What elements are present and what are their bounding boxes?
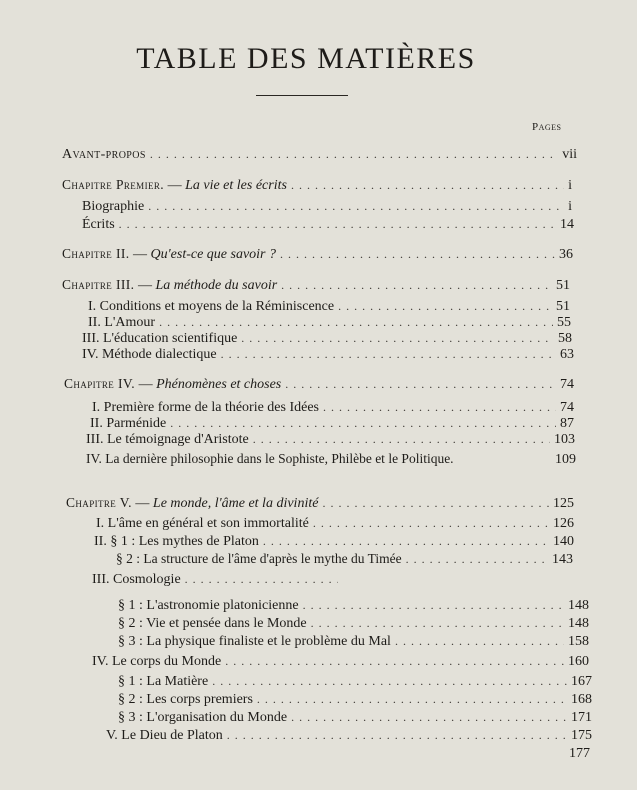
toc-page-number: 175: [571, 728, 592, 743]
toc-chapter-5: [66, 494, 574, 512]
toc-entry: [92, 652, 589, 670]
toc-entry-ecrits: [82, 215, 574, 233]
toc-entry-text: IV. Méthode dialectique: [82, 347, 217, 362]
chapter-label: Chapitre V.: [66, 495, 132, 510]
toc-entry: [106, 726, 592, 744]
toc-entry: [92, 570, 342, 588]
toc-entry: [118, 690, 592, 708]
toc-entry-text: § 2 : La structure de l'âme d'après le mythe du Timée: [116, 551, 402, 566]
chapter-dash: —: [131, 496, 153, 511]
toc-entry-text: II. Parménide: [90, 416, 167, 431]
toc-entry: [118, 708, 592, 726]
chapter-dash: —: [134, 278, 156, 293]
toc-page-number: i: [568, 178, 572, 193]
leader-dots: [291, 708, 567, 726]
toc-page-number: 51: [556, 278, 570, 293]
toc-entry: [116, 550, 573, 568]
toc-entry: [86, 430, 575, 448]
toc-entry-text: III. Le témoignage d'Aristote: [86, 432, 249, 447]
leader-dots: [257, 690, 567, 708]
toc-entry-text: Biographie: [82, 199, 145, 214]
leader-dots: [303, 596, 564, 614]
toc-entry-text: I. L'âme en général et son immortalité: [96, 516, 309, 531]
toc-entry: [96, 514, 574, 532]
leader-dots: [291, 176, 564, 194]
toc-page-number: 125: [553, 496, 574, 511]
toc-entry-text: II. L'Amour: [88, 315, 156, 330]
toc-page-number: i: [568, 199, 572, 214]
toc-entry-text: § 1 : L'astronomie platonicienne: [118, 598, 299, 613]
toc-entry-text: Avant-propos: [62, 147, 146, 162]
toc-entry-text: III. Cosmologie: [92, 572, 181, 587]
leader-dots: [227, 726, 567, 744]
leader-dots: [225, 652, 564, 670]
toc-page-number: 168: [571, 692, 592, 707]
toc-entry-text: I. Conditions et moyens de la Réminiscence: [88, 299, 335, 314]
toc-page-number: 74: [560, 400, 574, 415]
toc-page-number: 148: [568, 598, 589, 613]
toc-page-number: 103: [554, 432, 575, 447]
toc-entry-avant-propos: [62, 145, 577, 163]
toc-page-number: 36: [559, 247, 573, 262]
toc-entry: [118, 632, 589, 650]
toc-chapter-2: [62, 245, 573, 263]
leader-dots: [322, 494, 549, 512]
leader-dots: [150, 145, 558, 163]
toc-page-number: 126: [553, 516, 574, 531]
toc-page-number: 14: [560, 217, 574, 232]
toc-page-number: 171: [571, 710, 592, 725]
toc-page-number: 177: [569, 746, 590, 761]
toc-entry-text: V. Le Dieu de Platon: [106, 728, 223, 743]
toc-chapter-3: [62, 276, 570, 294]
toc-entry: [118, 672, 592, 690]
leader-dots: [221, 345, 556, 363]
toc-page-number: 63: [560, 347, 574, 362]
chapter-title: Phénomènes et choses: [156, 377, 282, 392]
toc-entry-biographie: [82, 197, 572, 215]
toc-entry: [118, 596, 589, 614]
pages-column-header: Pages: [532, 121, 562, 133]
toc-entry-text: IV. Le corps du Monde: [92, 654, 222, 669]
leader-dots: [311, 614, 564, 632]
page-title: TABLE DES MATIÈRES: [136, 42, 476, 75]
toc-entry-text: § 3 : L'organisation du Monde: [118, 710, 288, 725]
toc-entry: [82, 345, 574, 363]
leader-dots: [285, 375, 556, 393]
chapter-dash: —: [135, 377, 157, 392]
toc-entry: [118, 614, 589, 632]
toc-page-number: 158: [568, 634, 589, 649]
toc-page-number: 87: [560, 416, 574, 431]
leader-dots: [212, 672, 567, 690]
toc-page-number: 109: [555, 452, 576, 467]
chapter-dash: —: [129, 247, 151, 262]
chapter-label: Chapitre IV.: [64, 376, 136, 391]
toc-page-number: vii: [562, 147, 577, 162]
leader-dots: [263, 532, 549, 550]
leader-dots: [281, 276, 552, 294]
chapter-dash: —: [164, 178, 186, 193]
toc-page-number: 160: [568, 654, 589, 669]
toc-chapter-4: [64, 375, 574, 393]
leader-dots: [185, 570, 338, 588]
toc-page-number: 148: [568, 616, 589, 631]
toc-entry-text: § 3 : La physique finaliste et le problème du Mal: [118, 634, 391, 649]
toc-entry-text: I. Première forme de la théorie des Idées: [92, 400, 320, 415]
title-rule: [256, 95, 348, 96]
toc-page-number: 74: [560, 377, 574, 392]
toc-page-number: 140: [553, 534, 574, 549]
leader-dots: [313, 514, 549, 532]
chapter-title: Qu'est-ce que savoir ?: [150, 247, 277, 262]
toc-page-number: 55: [557, 315, 571, 330]
toc-entry-text: § 1 : La Matière: [118, 674, 209, 689]
chapter-title: La vie et les écrits: [185, 178, 287, 193]
toc-entry: [86, 450, 576, 468]
toc-entry-text: IV. La dernière philosophie dans le Sophiste, Philèbe et le Politique.: [86, 451, 454, 466]
toc-entry: [94, 532, 574, 550]
toc-page-number: 58: [558, 331, 572, 346]
leader-dots: [119, 215, 556, 233]
leader-dots: [253, 430, 550, 448]
leader-dots: [406, 550, 548, 568]
chapter-title: Le monde, l'âme et la divinité: [152, 496, 319, 511]
leader-dots: [395, 632, 564, 650]
toc-entry-text: II. § 1 : Les mythes de Platon: [94, 534, 259, 549]
toc-entry-text: § 2 : Vie et pensée dans le Monde: [118, 616, 307, 631]
chapter-title: La méthode du savoir: [155, 278, 278, 293]
toc-page-number: 51: [556, 299, 570, 314]
leader-dots: [280, 245, 555, 263]
toc-chapter-1: [62, 176, 572, 194]
toc-page-number: 167: [571, 674, 592, 689]
chapter-label: Chapitre II.: [62, 246, 130, 261]
toc-page-number: 143: [552, 552, 573, 567]
leader-dots: [148, 197, 564, 215]
chapter-label: Chapitre Premier.: [62, 177, 165, 192]
toc-entry-text: Écrits: [82, 217, 115, 232]
toc-entry-text: III. L'éducation scientifique: [82, 331, 238, 346]
chapter-label: Chapitre III.: [62, 277, 135, 292]
toc-entry-text: § 2 : Les corps premiers: [118, 692, 253, 707]
